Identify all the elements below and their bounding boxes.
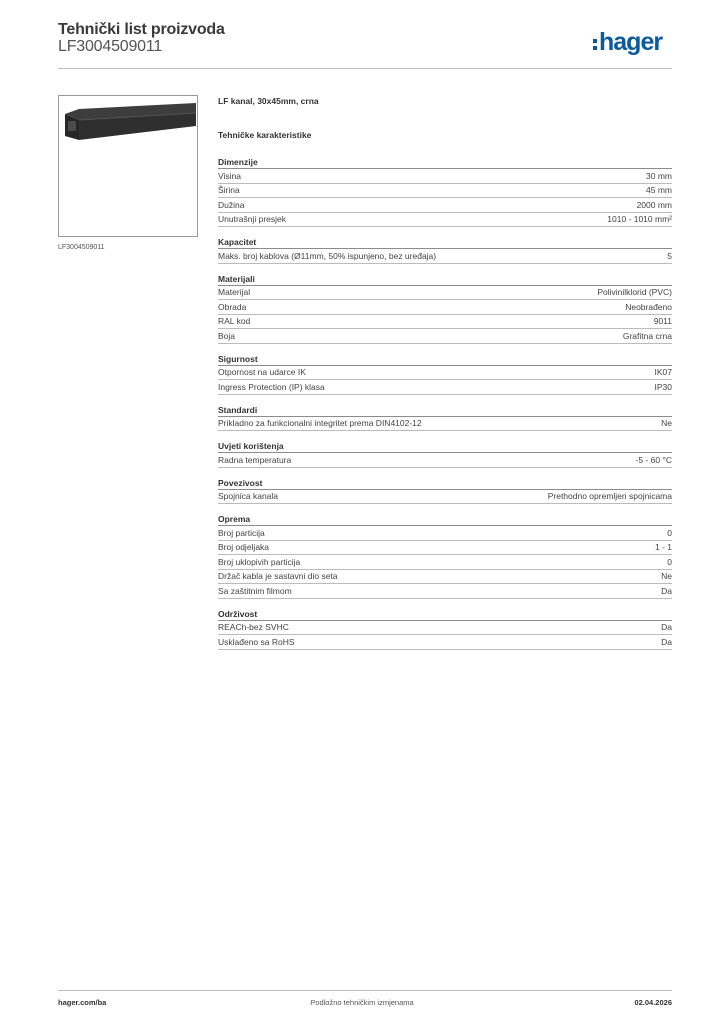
- spec-table: [218, 156, 672, 659]
- spec-value: Ne: [661, 418, 672, 429]
- spec-value: -5 - 60 °C: [635, 454, 672, 465]
- product-name: LF kanal, 30x45mm, crna: [218, 96, 319, 106]
- spec-value: Grafitna crna: [622, 330, 672, 341]
- spec-value: 5: [667, 250, 672, 261]
- document-title: Tehnički list proizvoda: [58, 21, 225, 38]
- spec-group: [218, 236, 672, 264]
- spec-group: [218, 353, 672, 395]
- spec-row: [218, 329, 672, 344]
- spec-group-title: Oprema: [218, 513, 672, 526]
- spec-group-title: Uvjeti korištenja: [218, 440, 672, 453]
- spec-value: 0: [667, 527, 672, 538]
- footer-date: 02.04.2026: [634, 998, 672, 1007]
- spec-group: [218, 513, 672, 599]
- spec-label: Ingress Protection (IP) klasa: [218, 381, 325, 392]
- spec-group-title: Sigurnost: [218, 353, 672, 366]
- spec-group-title: Održivost: [218, 608, 672, 621]
- spec-row: [218, 198, 672, 213]
- spec-row: [218, 169, 672, 184]
- spec-value: 0: [667, 556, 672, 567]
- spec-group: [218, 477, 672, 505]
- spec-group-title: Dimenzije: [218, 156, 672, 169]
- product-image-caption: LF3004509011: [58, 244, 105, 251]
- product-code-heading: LF3004509011: [58, 38, 163, 55]
- spec-group-title: Standardi: [218, 404, 672, 417]
- footer-note: Podložno tehničkim izmjenama: [310, 998, 414, 1007]
- spec-value: Prethodno opremljen spojnicama: [547, 491, 672, 502]
- spec-row: [218, 213, 672, 228]
- spec-group: [218, 273, 672, 344]
- spec-label: Broj odjeljaka: [218, 542, 270, 553]
- spec-label: Materijal: [218, 287, 251, 298]
- spec-value: Neobrađeno: [625, 301, 672, 312]
- spec-label: Broj uklopivih particija: [218, 556, 301, 567]
- spec-label: Dužina: [218, 199, 245, 210]
- spec-value: 1010 - 1010 mm²: [607, 214, 672, 225]
- spec-label: REACh-bez SVHC: [218, 622, 289, 633]
- cable-duct-icon: [59, 96, 197, 236]
- spec-value: Ne: [661, 571, 672, 582]
- product-image: [58, 95, 198, 237]
- spec-row: [218, 249, 672, 264]
- spec-group-title: Kapacitet: [218, 236, 672, 249]
- spec-value: Polivinilklorid (PVC): [597, 287, 672, 298]
- spec-value: 1 - 1: [654, 542, 672, 553]
- logo-text: hager: [599, 28, 663, 56]
- spec-row: [218, 621, 672, 636]
- spec-value: 30 mm: [646, 170, 672, 181]
- spec-label: Držač kabla je sastavni dio seta: [218, 571, 338, 582]
- spec-value: Da: [661, 585, 672, 596]
- spec-value: IP30: [654, 381, 672, 392]
- spec-label: RAL kod: [218, 316, 251, 327]
- spec-label: Broj particija: [218, 527, 265, 538]
- spec-value: 2000 mm: [636, 199, 672, 210]
- spec-label: Sa zaštitnim filmom: [218, 585, 292, 596]
- spec-group: [218, 608, 672, 650]
- spec-row: [218, 490, 672, 505]
- header-divider: [58, 68, 672, 69]
- spec-label: Otpornost na udarce IK: [218, 367, 306, 378]
- spec-row: [218, 315, 672, 330]
- spec-row: [218, 555, 672, 570]
- spec-label: Obrada: [218, 301, 247, 312]
- spec-row: [218, 570, 672, 585]
- spec-row: [218, 584, 672, 599]
- spec-row: [218, 635, 672, 650]
- spec-group: [218, 440, 672, 468]
- spec-label: Širina: [218, 185, 240, 196]
- spec-value: IK07: [654, 367, 672, 378]
- spec-label: Maks. broj kablova (Ø11mm, 50% ispunjeno, bez uređaja): [218, 250, 437, 261]
- spec-value: 45 mm: [646, 185, 672, 196]
- spec-row: [218, 380, 672, 395]
- spec-value: 9011: [653, 316, 672, 327]
- spec-value: Da: [661, 622, 672, 633]
- characteristics-heading: Tehničke karakteristike: [218, 130, 312, 140]
- spec-row: [218, 184, 672, 199]
- spec-group: [218, 156, 672, 227]
- spec-label: Prikladno za funkcionalni integritet prema DIN4102-12: [218, 418, 422, 429]
- spec-row: [218, 526, 672, 541]
- spec-row: [218, 286, 672, 301]
- spec-value: Da: [661, 636, 672, 647]
- spec-label: Radna temperatura: [218, 454, 292, 465]
- footer-divider: [58, 990, 672, 991]
- spec-group: [218, 404, 672, 432]
- spec-row: [218, 541, 672, 556]
- hager-logo: [593, 27, 662, 57]
- spec-label: Usklađeno sa RoHS: [218, 636, 295, 647]
- logo-dots-icon: [593, 39, 597, 50]
- spec-label: Spojnica kanala: [218, 491, 279, 502]
- spec-group-title: Materijali: [218, 273, 672, 286]
- spec-label: Visina: [218, 170, 241, 181]
- spec-row: [218, 417, 672, 432]
- spec-row: [218, 453, 672, 468]
- spec-row: [218, 366, 672, 381]
- spec-label: Boja: [218, 330, 236, 341]
- spec-label: Unutrašnji presjek: [218, 214, 287, 225]
- footer-website: hager.com/ba: [58, 998, 107, 1007]
- spec-group-title: Povezivost: [218, 477, 672, 490]
- spec-row: [218, 300, 672, 315]
